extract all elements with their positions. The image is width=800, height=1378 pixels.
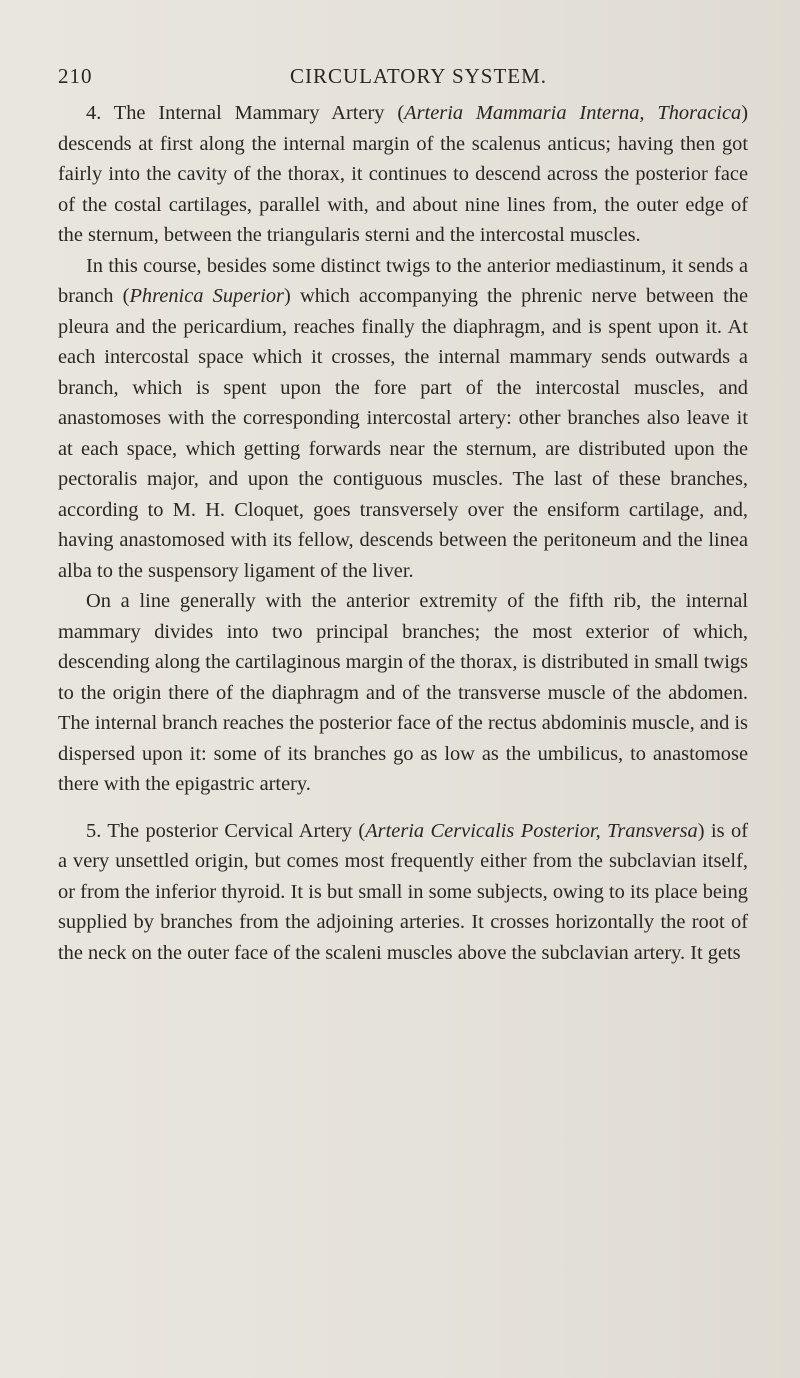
paragraph-text: ) which accompanying the phrenic nerve between the pleura and the pericardium, reaches finally the diaphragm, and is spent upon it. At each intercostal space which it crosses, the internal mammary sends outwards a branch, which is spent upon the fore part of the intercostal muscles, and anastomoses with the corresponding intercostal artery: other branches also leave it at each space, which getting forwards near the sternum, are distributed upon the pectoralis major, and upon the contiguous muscles. The last of these branches, according to M. H. Cloquet, goes transversely over the ensiform cartilage, and, having anastomosed with its fellow, descends between the peritoneum and the linea alba to the suspensory ligament of the liver. xyxy=(58,285,748,582)
paragraph-fifth-rib xyxy=(58,586,748,800)
running-title: CIRCULATORY SYSTEM. xyxy=(290,64,548,88)
paragraph-internal-mammary xyxy=(58,98,748,251)
paragraph-course xyxy=(58,251,748,587)
latin-term: Arteria Mammaria Interna, Thoracica xyxy=(404,102,742,124)
paragraph-posterior-cervical xyxy=(58,816,748,969)
paragraph-text: On a line generally with the anterior extremity of the fifth rib, the internal mammary divides into two principal branches; the most exterior of which, descending along the cartilaginous margin of the thorax, is distributed in small twigs to the origin there of the diaphragm and of the transverse muscle of the abdomen. The internal branch reaches the posterior face of the rectus abdominis muscle, and is dispersed upon it: some of its branches go as low as the umbilicus, to anastomose there with the epigastric artery. xyxy=(58,590,748,795)
page-number: 210 xyxy=(58,64,93,88)
paragraph-text: 4. The Internal Mammary Artery ( xyxy=(86,102,405,124)
paragraph-text: ) is of a very unsettled origin, but comes most frequently either from the subclavian itself, or from the inferior thyroid. It is but small in some subjects, owing to its place being supplied by branches from the adjoining arteries. It crosses horizontally the root of the neck on the outer face of the scaleni muscles above the subclavian artery. It gets xyxy=(58,819,748,964)
paragraph-text: ) descends at first along the internal margin of the scalenus anticus; having then got fairly into the cavity of the thorax, it continues to descend across the posterior face of the costal cartilages, parallel with, and about nine lines from, the outer edge of the sternum, between the triangularis sterni and the intercostal muscles. xyxy=(58,102,749,246)
body-text xyxy=(58,98,748,968)
latin-term: Arteria Cervicalis Posterior, Transversa xyxy=(365,819,698,842)
paragraph-text: 5. The posterior Cervical Artery ( xyxy=(86,819,366,842)
latin-term: Phrenica Superior xyxy=(129,285,284,307)
paragraph-text: In this course, besides some distinct twigs to the anterior mediastinum, it sends a branch ( xyxy=(58,254,748,307)
